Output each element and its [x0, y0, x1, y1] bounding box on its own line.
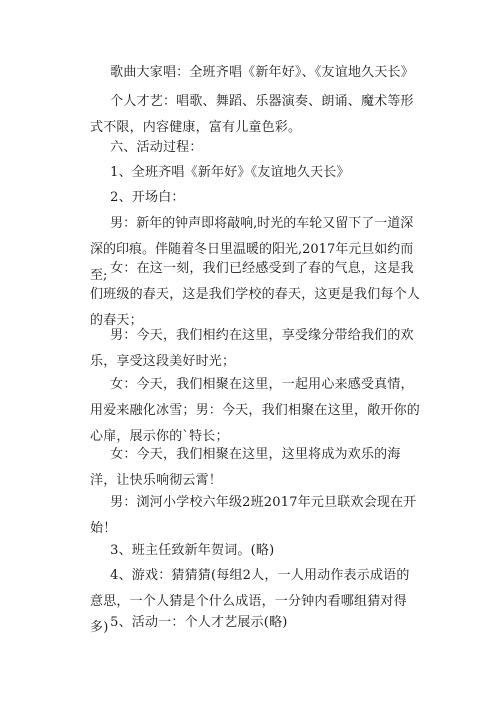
paragraph-talent-show: 个人才艺：唱歌、舞蹈、乐器演奏、朗诵、魔术等形式不限，内容健康，富有儿童色彩。	[90, 94, 414, 135]
paragraph-male-announcement: 男：浏河小学校六年级2班2017年元旦联欢会现在开始！	[90, 495, 417, 536]
paragraph-male-line-2: 男：今天，我们相约在这里，享受缘分带给我们的欢乐，享受这段美好时光；	[90, 328, 414, 369]
paragraph-step-1: 1、全班齐唱《新年好》《友谊地久天长》	[110, 165, 350, 180]
paragraph-male-line-1: 男：新年的钟声即将敲响,时光的车轮又留下了一道深深的印痕。伴随着冬日里温暖的阳光,2017年元旦如约而至;	[90, 216, 414, 283]
paragraph-step-3: 3、班主任致新年贺词。(略)	[110, 543, 275, 558]
paragraph-female-male-line: 女：今天，我们相聚在这里，一起用心来感受真情，用爱来融化冰雪；男：今天，我们相聚在这里，敞开你的心扉，展示你的`特长；	[90, 377, 421, 444]
section-heading-process: 六、活动过程：	[110, 140, 203, 155]
paragraph-step-2: 2、开场白：	[110, 190, 185, 205]
paragraph-step-4-game: 4、游戏：猜猜猜(每组2人，一人用动作表示成语的意思，一个人猜是个什么成语，一分钟内看哪组猜对得多)	[90, 568, 410, 635]
paragraph-song-singalong: 歌曲大家唱：全班齐唱《新年好》、《友谊地久天长》	[110, 65, 414, 80]
paragraph-female-line-3: 女：今天，我们相聚在这里，这里将成为欢乐的海洋，让快乐响彻云霄！	[90, 447, 401, 488]
paragraph-step-5: 5、活动一：个人才艺展示(略)	[110, 615, 288, 630]
paragraph-female-line-1: 女：在这一刻，我们已经感受到了春的气息，这是我们班级的春天，这是我们学校的春天，这更是我们每个人的春天；	[90, 261, 421, 328]
